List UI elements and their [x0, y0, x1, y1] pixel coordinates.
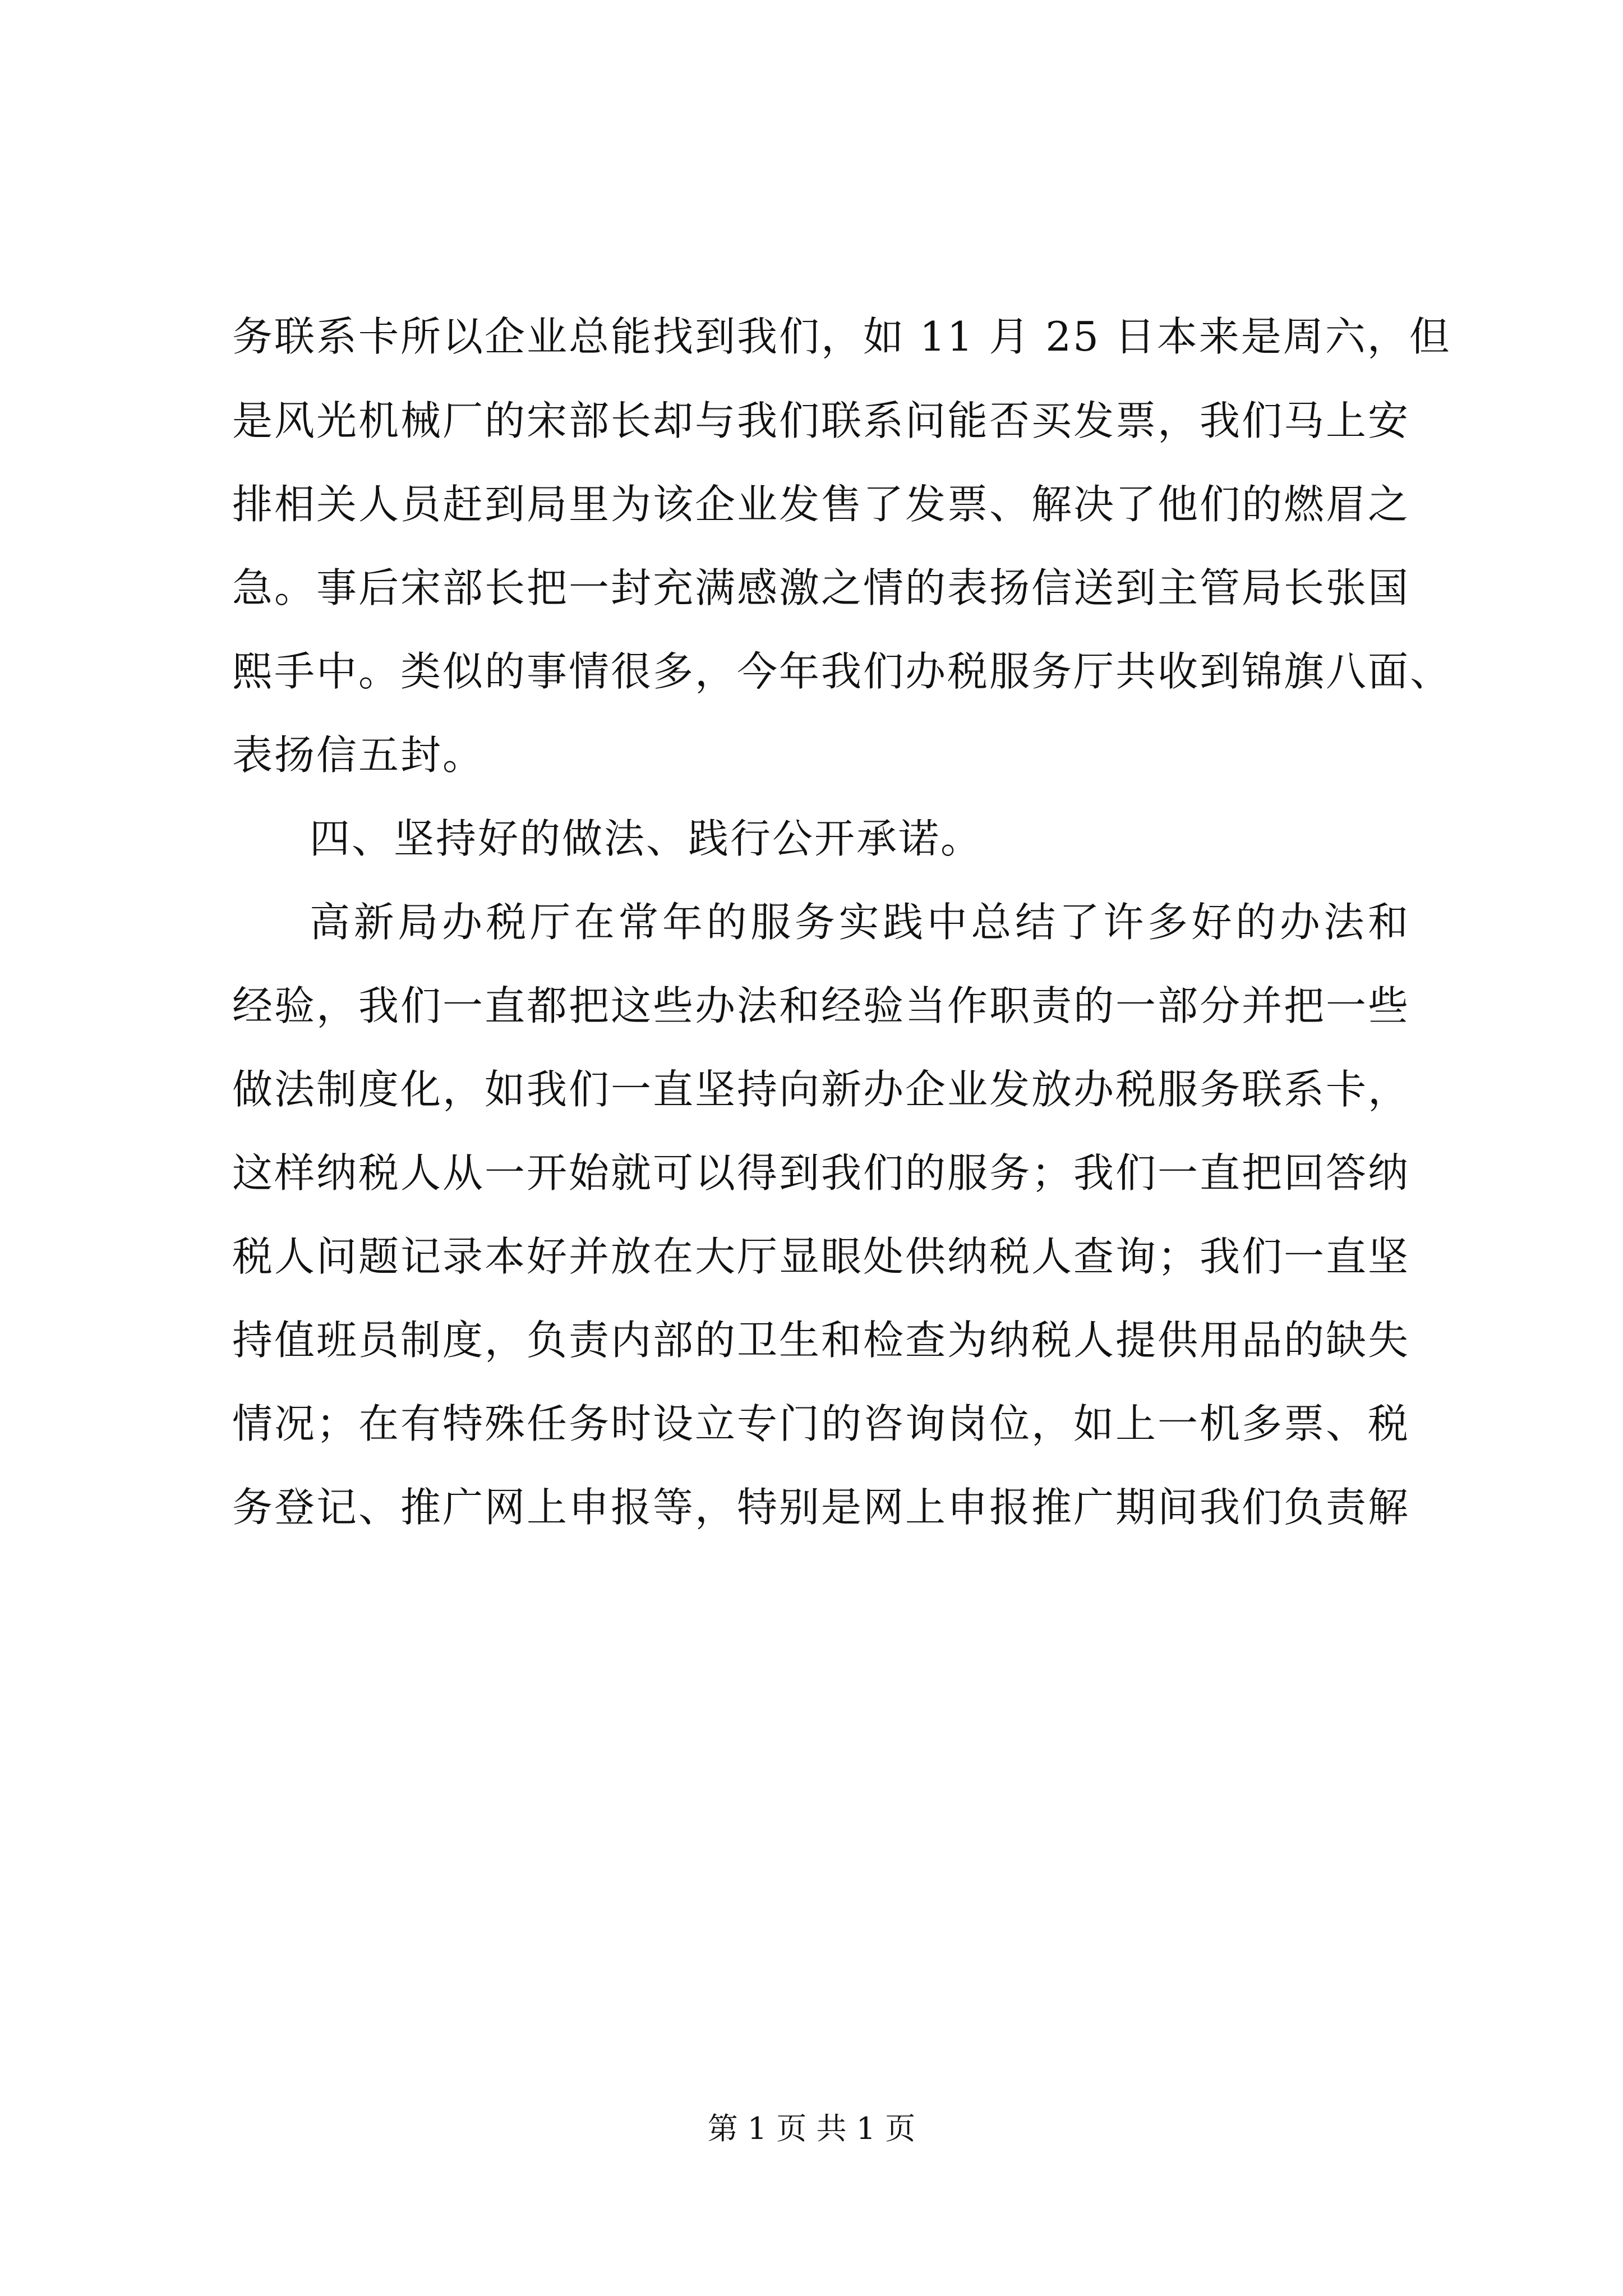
text-line: 熙手中。类似的事情很多，今年我们办税服务厅共收到锦旗八面、	[232, 648, 1453, 695]
section-heading: 四、坚持好的做法、践行公开承诺。	[310, 815, 983, 862]
text-line: 情况；在有特殊任务时设立专门的咨询岗位，如上一机多票、税	[232, 1400, 1410, 1447]
text-line: 持值班员制度，负责内部的卫生和检查为纳税人提供用品的缺失	[232, 1317, 1410, 1364]
text-line: 务联系卡所以企业总能找到我们，如 11 月 25 日本来是周六，但	[232, 313, 1451, 360]
page-footer: 第 1 页 共 1 页	[707, 2111, 916, 2146]
text-line: 表扬信五封。	[232, 731, 485, 779]
text-line: 是风光机械厂的宋部长却与我们联系问能否买发票，我们马上安	[232, 397, 1410, 444]
text-line: 排相关人员赶到局里为该企业发售了发票、解决了他们的燃眉之	[232, 481, 1410, 528]
text-line: 税人问题记录本好并放在大厅显眼处供纳税人查询；我们一直坚	[232, 1233, 1410, 1280]
text-line: 急。事后宋部长把一封充满感激之情的表扬信送到主管局长张国	[232, 564, 1410, 611]
text-line: 经验，我们一直都把这些办法和经验当作职责的一部分并把一些	[232, 982, 1410, 1029]
text-line: 这样纳税人从一开始就可以得到我们的服务；我们一直把回答纳	[232, 1149, 1410, 1197]
text-line: 务登记、推广网上申报等，特别是网上申报推广期间我们负责解	[232, 1484, 1410, 1531]
text-line: 做法制度化，如我们一直坚持向新办企业发放办税服务联系卡，	[232, 1066, 1410, 1113]
text-line: 高新局办税厅在常年的服务实践中总结了许多好的办法和	[310, 899, 1410, 946]
